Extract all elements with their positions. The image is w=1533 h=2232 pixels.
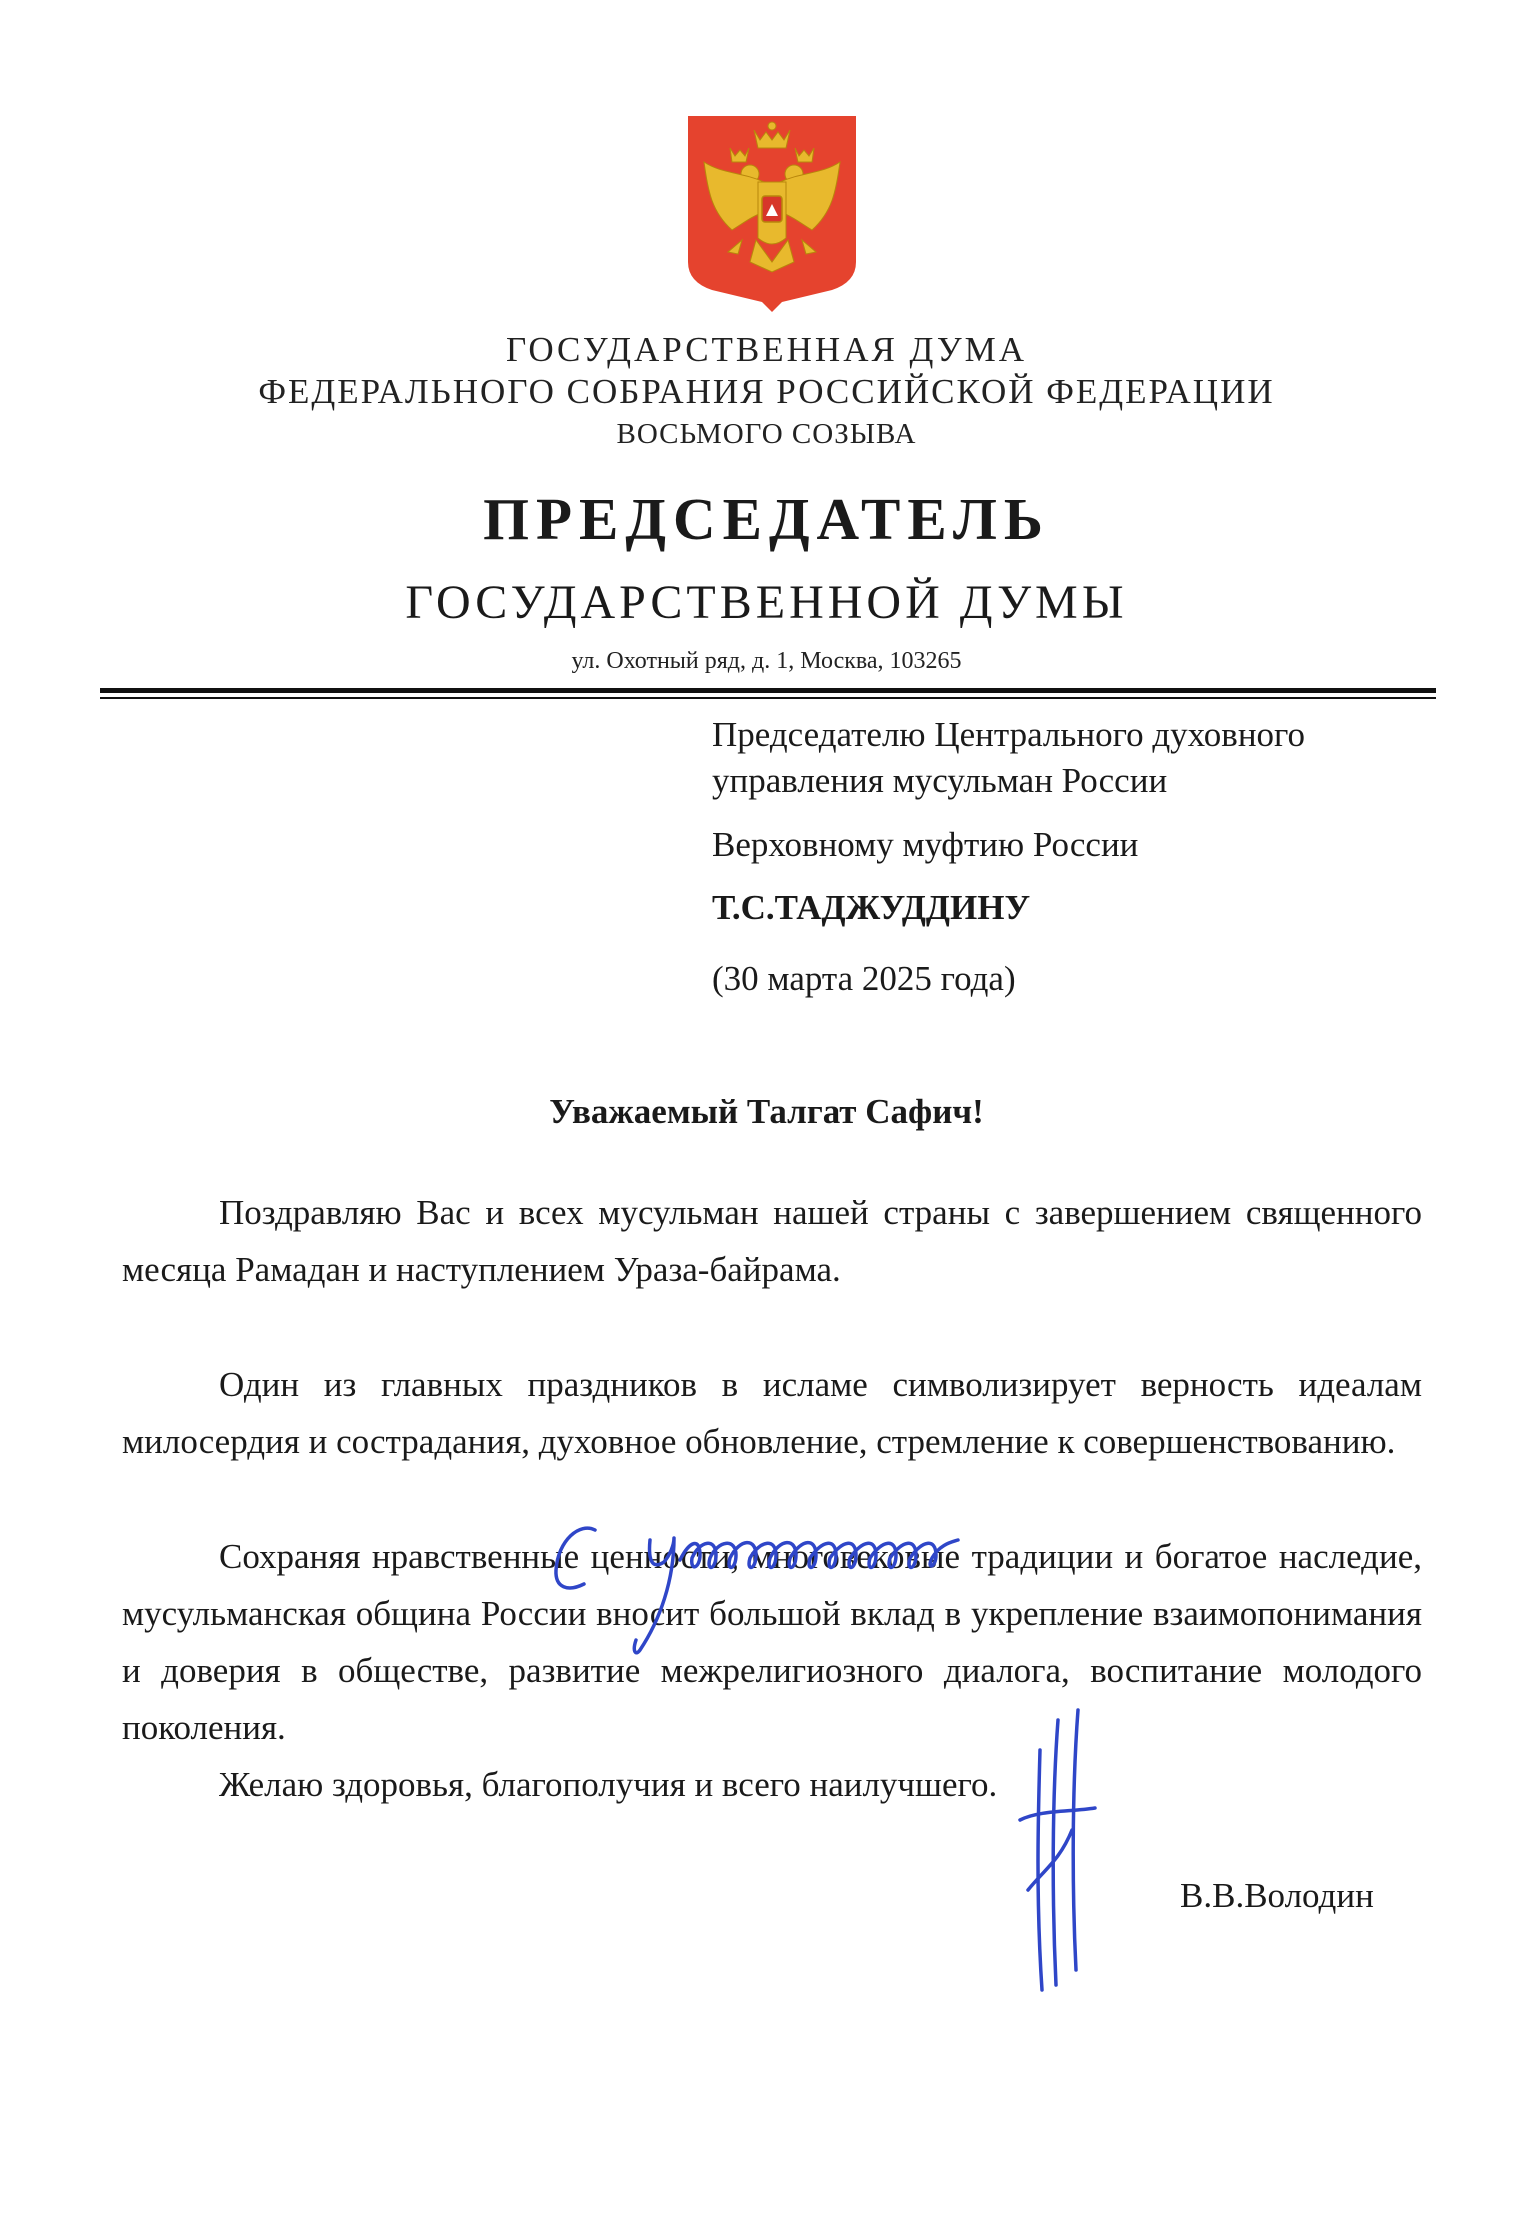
address: ул. Охотный ряд, д. 1, Москва, 103265 [571, 648, 962, 674]
signer-name: В.В.Володин [1180, 1876, 1374, 1915]
coat-of-arms-icon [682, 112, 862, 312]
header-divider [100, 688, 1436, 693]
recipient-name: Т.С.ТАДЖУДДИНУ [712, 888, 1031, 927]
position-title: ПРЕДСЕДАТЕЛЬ [483, 486, 1050, 552]
recipient-line: Верховному муфтию России [712, 825, 1139, 864]
body-paragraph: Желаю здоровья, благополучия и всего наилучшего. [219, 1765, 998, 1804]
body-paragraph: Сохраняя нравственные ценности, многовековые традиции и богатое наследие, мусульманская община России вносит большой вклад в укрепление взаимопонимания и доверия в обществе, развитие межрелигиозного диалога, воспитание молодого поколения. [122, 1537, 1422, 1747]
body-paragraph: Один из главных праздников в исламе символизирует верность идеалам милосердия и сострадания, духовное обновление, стремление к совершенствованию. [122, 1365, 1422, 1461]
organization-subtitle: ФЕДЕРАЛЬНОГО СОБРАНИЯ РОССИЙСКОЙ ФЕДЕРАЦИИ [258, 372, 1275, 411]
position-subtitle: ГОСУДАРСТВЕННОЙ ДУМЫ [405, 576, 1128, 629]
salutation: Уважаемый Талгат Сафич! [549, 1092, 984, 1131]
recipient-line: управления мусульман России [712, 761, 1168, 800]
handwritten-closing [540, 1500, 1140, 1660]
header-divider-thin [100, 697, 1436, 699]
organization-name: ГОСУДАРСТВЕННАЯ ДУМА [505, 330, 1028, 369]
convocation: ВОСЬМОГО СОЗЫВА [616, 418, 917, 450]
signature-mark [1000, 1700, 1110, 2000]
recipient-line: Председателю Центрального духовного [712, 715, 1306, 754]
body-paragraph: Поздравляю Вас и всех мусульман нашей страны с завершением священного месяца Рамадан и наступлением Ураза-байрама. [122, 1193, 1422, 1289]
letter-date: (30 марта 2025 года) [712, 959, 1016, 998]
